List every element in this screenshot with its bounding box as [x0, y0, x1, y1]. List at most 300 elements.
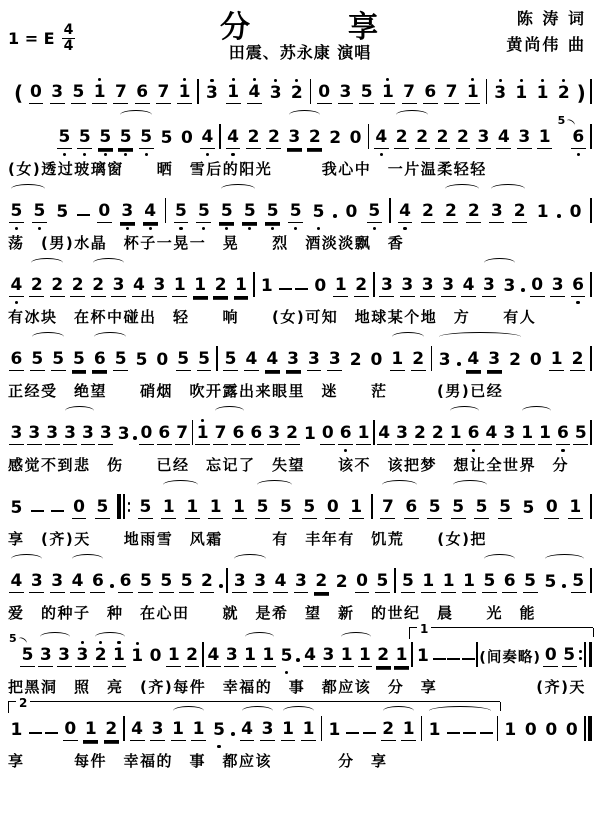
- lyrics-line: 有冰块 在杯中碰出 轻 响 (女)可知 地球某个地 方 有人: [8, 308, 537, 326]
- note-digit: 5: [544, 572, 557, 592]
- note-digit: 2: [571, 349, 584, 369]
- note-token: [375, 645, 392, 667]
- note-token: [522, 720, 539, 741]
- note-digit: 5: [266, 201, 279, 221]
- note-token: [8, 423, 25, 445]
- note-digit: 5: [376, 571, 389, 591]
- note-token: [337, 423, 354, 445]
- note-token: [374, 571, 391, 593]
- note-token: [461, 571, 478, 593]
- note-digit: 6: [91, 571, 104, 591]
- barline: [590, 346, 592, 371]
- note-token: [212, 423, 229, 445]
- note-digit: 3: [153, 275, 166, 295]
- note-token: [196, 349, 213, 371]
- note-token: [389, 349, 406, 371]
- note-digit: 0: [321, 423, 334, 443]
- barline: [368, 124, 370, 149]
- note-digit: 3: [477, 127, 490, 147]
- note-digit: 3: [503, 276, 516, 296]
- note-digit: 6: [93, 349, 106, 369]
- note-token: [301, 497, 318, 519]
- note-token: [426, 720, 443, 741]
- note-token: [410, 349, 427, 371]
- note-digit: 0: [314, 276, 327, 296]
- dash-note: [447, 658, 460, 660]
- note-digit: 1: [178, 82, 191, 102]
- note-digit: 3: [39, 645, 52, 665]
- note-digit: 1: [381, 82, 394, 102]
- note-digit: 1: [162, 497, 175, 517]
- note-token: [324, 497, 341, 519]
- note-token: [31, 201, 48, 223]
- notes-row: [8, 418, 592, 445]
- note-token: [394, 423, 411, 445]
- note-token: [129, 646, 146, 667]
- note-token: [495, 127, 512, 149]
- note-token: [400, 719, 417, 741]
- augmentation-dot: [219, 584, 223, 588]
- dot: [128, 502, 131, 505]
- note-token: [403, 497, 420, 519]
- note-digit: 0: [349, 128, 362, 148]
- note-digit: 2: [395, 127, 408, 147]
- note-token: [218, 201, 235, 223]
- note-token: [529, 275, 546, 297]
- note-digit: 3: [421, 275, 434, 295]
- note-token: [450, 497, 467, 519]
- slur-arc: [257, 480, 293, 490]
- note-digit: 2: [414, 423, 426, 443]
- note-token: [156, 423, 173, 445]
- note-token: [133, 350, 150, 371]
- note-token: [300, 719, 317, 741]
- note-token: [195, 201, 212, 223]
- notes-row: [8, 196, 592, 223]
- note-digit: 4: [497, 127, 510, 147]
- note-digit: 4: [266, 349, 279, 369]
- note-token: [379, 82, 396, 104]
- barline: [411, 642, 413, 667]
- note-digit: 1: [536, 202, 549, 222]
- note-token: [96, 201, 113, 223]
- note-token: [465, 349, 482, 371]
- barline: [497, 716, 499, 741]
- note-token: [178, 571, 195, 593]
- note-token: [527, 350, 544, 371]
- note-token: [138, 423, 155, 445]
- note-digit: 2: [286, 423, 299, 443]
- notation-system: [8, 553, 592, 622]
- note-token: [543, 497, 560, 519]
- note-token: [511, 201, 528, 223]
- page-title: 分 享: [220, 10, 380, 45]
- note-token: [199, 571, 216, 593]
- note-token: [455, 127, 472, 149]
- note-token: [265, 127, 282, 149]
- dash-note: [463, 732, 476, 734]
- note-token: [465, 423, 482, 445]
- note-token: [561, 645, 578, 667]
- dot: [579, 657, 582, 660]
- note-digit: 5: [96, 497, 109, 517]
- note-digit: 2: [444, 201, 457, 221]
- lyrics-line: (女)透过玻璃窗 晒 雪后的阳光 我心中 一片温柔轻轻: [8, 160, 487, 178]
- note-digit: 3: [295, 571, 307, 591]
- note-digit: 1: [536, 83, 549, 103]
- note-token: [8, 349, 25, 371]
- slur-arc: [522, 406, 552, 416]
- barline: [590, 568, 592, 593]
- barline: [373, 420, 375, 445]
- note-digit: 0: [140, 423, 153, 443]
- note-token: [260, 645, 277, 667]
- note-digit: 6: [557, 423, 569, 443]
- note-digit: 5: [574, 423, 587, 443]
- note-digit: 3: [438, 350, 451, 370]
- notes-row: [8, 77, 592, 104]
- note-token: [460, 275, 477, 297]
- note-token: [320, 645, 337, 667]
- note-token: [8, 571, 25, 593]
- score: [0, 64, 600, 770]
- note-digit: 1: [357, 423, 370, 443]
- note-token: [555, 83, 572, 104]
- note-token: [326, 349, 343, 371]
- barline: [590, 420, 592, 445]
- note-digit: 1: [192, 719, 205, 739]
- note-digit: 0: [64, 719, 77, 739]
- note-token: [353, 275, 370, 297]
- note-digit: 5: [58, 127, 71, 147]
- note-digit: 2: [377, 645, 390, 665]
- note-digit: 4: [71, 571, 84, 591]
- note-digit: 4: [144, 201, 157, 221]
- note-digit: 2: [355, 275, 368, 295]
- note-digit: 1: [282, 719, 294, 739]
- note-digit: 3: [551, 275, 564, 295]
- lyrics-line: 正经受 绝望 硝烟 吹开露出来眼里 迷 茫 (男)已经: [8, 382, 504, 400]
- barline: [123, 494, 125, 519]
- note-token: [8, 201, 25, 223]
- note-token: [548, 349, 565, 371]
- note-digit: 1: [235, 275, 247, 295]
- note-digit: 1: [416, 646, 429, 666]
- phrase-paren: (: [14, 81, 24, 105]
- barline: [590, 79, 592, 104]
- note-digit: 3: [10, 423, 23, 443]
- notes-row: [8, 344, 592, 371]
- note-token: [302, 424, 319, 445]
- note-digit: 2: [71, 275, 84, 295]
- note-token: [225, 82, 242, 104]
- note-token: [549, 275, 566, 297]
- barline: [486, 79, 488, 104]
- note-digit: 6: [339, 423, 352, 443]
- barline: [394, 568, 396, 593]
- note-digit: 0: [529, 350, 542, 370]
- notation-system: [8, 257, 592, 326]
- note-digit: 5: [289, 201, 302, 221]
- note-digit: 3: [51, 571, 64, 591]
- dash-note: [346, 732, 359, 734]
- note-digit: 3: [30, 571, 43, 591]
- note-token: [419, 275, 436, 297]
- barline: [310, 79, 312, 104]
- note-token: [149, 719, 166, 741]
- augmentation-dot: [557, 214, 561, 218]
- note-digit: 3: [396, 423, 408, 443]
- note-digit: 0: [569, 202, 582, 222]
- note-token: [254, 497, 271, 519]
- note-digit: 3: [488, 349, 501, 369]
- note-digit: 7: [157, 82, 170, 102]
- note-digit: 4: [274, 571, 287, 591]
- note-token: [29, 349, 46, 371]
- note-token: [54, 202, 71, 223]
- note-digit: 1: [422, 571, 435, 591]
- note-token: [158, 128, 175, 149]
- note-digit: 6: [572, 127, 585, 147]
- time-signature-top: 4: [63, 22, 74, 38]
- note-digit: 7: [214, 423, 227, 443]
- note-digit: 3: [58, 645, 70, 665]
- note-token: [37, 645, 54, 667]
- note-token: [400, 571, 417, 593]
- note-token: [570, 571, 587, 593]
- note-token: [355, 423, 372, 445]
- note-token: [192, 275, 209, 297]
- note-digit: 5: [483, 571, 496, 591]
- note-digit: 5: [10, 201, 23, 221]
- dot: [579, 650, 582, 653]
- slur-arc: [11, 554, 43, 564]
- note-digit: 1: [260, 276, 273, 296]
- note-digit: 1: [209, 497, 222, 517]
- note-token: [442, 201, 459, 223]
- barline: [589, 642, 592, 667]
- note-token: [483, 423, 500, 445]
- note-digit: 2: [422, 201, 434, 221]
- note-digit: 5: [224, 349, 237, 369]
- note-token: [154, 350, 171, 371]
- note-digit: 6: [250, 423, 263, 443]
- note-token: [286, 127, 303, 149]
- note-digit: 1: [304, 424, 316, 444]
- dot: [128, 509, 131, 512]
- note-digit: 2: [513, 201, 526, 221]
- note-digit: 2: [30, 275, 43, 295]
- note-token: [71, 349, 88, 371]
- note-digit: 3: [288, 127, 301, 147]
- barline: [421, 716, 423, 741]
- note-token: [82, 719, 99, 741]
- note-digit: 5: [428, 497, 441, 517]
- note-digit: 0: [545, 497, 558, 517]
- note-digit: 5: [31, 349, 44, 369]
- note-token: [519, 423, 536, 445]
- note-digit: 1: [302, 719, 315, 739]
- barline: [476, 642, 478, 667]
- slur-arc: [484, 554, 516, 564]
- note-token: [348, 497, 365, 519]
- note-token: [74, 645, 91, 667]
- note-digit: 1: [173, 275, 186, 295]
- dash-note: [31, 510, 44, 512]
- note-token: [94, 497, 111, 519]
- notation-system: [8, 696, 592, 770]
- note-digit: 2: [431, 423, 444, 443]
- note-digit: 7: [176, 423, 189, 443]
- note-digit: 2: [308, 127, 321, 147]
- note-digit: 2: [201, 571, 213, 591]
- note-token: [49, 82, 66, 104]
- note-token: [420, 201, 437, 223]
- note-digit: 4: [378, 423, 391, 443]
- dash-note: [462, 658, 475, 660]
- barline: [202, 642, 204, 667]
- note-digit: 2: [436, 127, 449, 147]
- augmentation-dot: [521, 288, 525, 292]
- barline: [253, 272, 255, 297]
- note-token: [357, 645, 374, 667]
- note-token: [264, 201, 281, 223]
- note-token: [347, 128, 364, 149]
- note-token: [111, 645, 128, 667]
- note-digit: 3: [494, 83, 507, 103]
- notes-row: [8, 566, 592, 593]
- note-token: [138, 127, 155, 149]
- note-digit: 1: [194, 275, 207, 295]
- note-digit: 3: [322, 645, 335, 665]
- note-digit: 1: [515, 83, 528, 103]
- barline: [123, 716, 125, 741]
- note-token: [70, 82, 87, 104]
- note-token: [115, 424, 132, 445]
- note-digit: 5: [402, 571, 414, 591]
- note-digit: 4: [467, 349, 480, 369]
- note-token: [28, 275, 45, 297]
- note-digit: 5: [198, 349, 210, 369]
- dash-note: [51, 510, 64, 512]
- note-digit: 6: [467, 423, 480, 443]
- note-digit: 5: [197, 201, 210, 221]
- note-token: [354, 571, 371, 593]
- note-digit: 3: [490, 201, 503, 221]
- note-digit: 2: [467, 201, 480, 221]
- final-barline: [584, 716, 592, 741]
- slur-arc: [120, 110, 153, 120]
- note-digit: 5: [452, 497, 465, 517]
- augmentation-dot: [231, 732, 235, 736]
- note-digit: 2: [290, 83, 303, 103]
- note-digit: 1: [350, 497, 363, 517]
- barline: [431, 346, 433, 371]
- note-token: [306, 349, 323, 371]
- note-token: [310, 202, 327, 223]
- note-token: [199, 127, 216, 149]
- notes-row: [8, 492, 592, 519]
- note-token: [69, 571, 86, 593]
- barline: [588, 716, 591, 741]
- note-token: [19, 645, 36, 667]
- note-digit: 1: [538, 127, 551, 147]
- note-digit: 1: [550, 349, 563, 369]
- note-digit: 1: [186, 497, 199, 517]
- note-digit: 1: [428, 720, 441, 740]
- note-token: [245, 127, 262, 149]
- note-token: [76, 127, 93, 149]
- note-token: [567, 497, 584, 519]
- note-token: [239, 719, 256, 741]
- note-token: [69, 275, 86, 297]
- note-token: [174, 423, 191, 445]
- note-token: [231, 497, 248, 519]
- note-digit: 2: [509, 350, 521, 370]
- note-token: [258, 276, 275, 297]
- note-token: [91, 349, 108, 371]
- slur-arc: [65, 406, 95, 416]
- note-token: [429, 423, 446, 445]
- note-digit: 1: [402, 719, 415, 739]
- dash-note: [29, 732, 42, 734]
- note-digit: 3: [442, 275, 455, 295]
- note-digit: 5: [78, 127, 91, 147]
- note-digit: 5: [280, 646, 293, 666]
- barline: [590, 124, 592, 149]
- note-token: [378, 275, 395, 297]
- note-digit: 1: [466, 82, 479, 102]
- slur-arc: [484, 258, 516, 268]
- note-token: [112, 349, 129, 371]
- slur-arc: [72, 554, 104, 564]
- note-token: [542, 645, 559, 667]
- note-digit: 3: [28, 423, 41, 443]
- barline: [590, 272, 592, 297]
- note-digit: 4: [485, 423, 498, 443]
- note-token: [569, 349, 586, 371]
- note-digit: 1: [569, 497, 582, 517]
- note-digit: 5: [99, 127, 112, 147]
- note-token: [170, 719, 187, 741]
- note-digit: 1: [172, 719, 184, 739]
- note-token: [233, 275, 250, 297]
- note-digit: 3: [269, 83, 282, 103]
- note-digit: 3: [64, 423, 76, 443]
- note-token: [278, 646, 295, 667]
- note-digit: 4: [227, 127, 239, 147]
- note-token: [131, 275, 148, 297]
- slur-arc: [221, 184, 256, 194]
- note-digit: 0: [531, 275, 544, 295]
- notes-row: [8, 714, 592, 741]
- note-digit: 3: [308, 349, 320, 369]
- note-token: [492, 83, 509, 104]
- note-digit: 4: [241, 719, 253, 739]
- slur-arc: [234, 554, 267, 564]
- notes-row: [8, 270, 592, 297]
- note-digit: 5: [563, 645, 576, 665]
- notation-system: [8, 109, 592, 178]
- note-digit: 3: [503, 423, 516, 443]
- note-token: [422, 82, 439, 104]
- barline: [590, 494, 592, 519]
- note-token: [440, 571, 457, 593]
- annotation-text: (间奏略): [479, 650, 541, 666]
- note-token: [332, 275, 349, 297]
- note-token: [313, 571, 330, 593]
- note-token: [8, 275, 25, 297]
